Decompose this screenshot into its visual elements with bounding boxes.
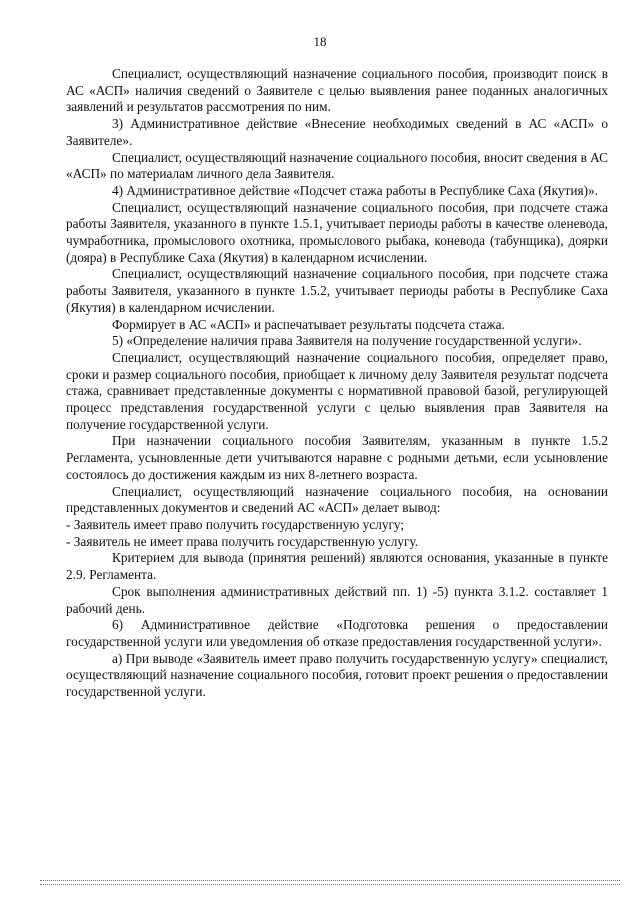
paragraph: Специалист, осуществляющий назначение социального пособия, производит поиск в АС «АСП» наличия сведений о Заявителе с целью выявления ранее поданных аналогичных заявлений и результатов рассмотрения по ним. [66, 66, 608, 115]
paragraph: Специалист, осуществляющий назначение социального пособия, при подсчете стажа работы Заявителя, указанного в пункте 1.5.1, учитывает периоды работы в качестве оленевода, чумработника, промыслового охотника, промыслового рыбака, коневода (табунщика), доярки (дояра) в Республике Саха (Якутия) в календарном исчислении. [66, 199, 608, 265]
paragraph: Срок выполнения административных действий пп. 1) -5) пункта 3.1.2. составляет 1 рабочий день. [66, 583, 608, 616]
paragraph: 5) «Определение наличия права Заявителя на получение государственной услуги». [112, 333, 582, 349]
paragraph: а) При выводе «Заявитель имеет право получить государственную услугу» специалист, осуществляющий назначение социального пособия, готовит проект решения о предоставлении государственной услуги. [66, 650, 608, 700]
paragraph: Специалист, осуществляющий назначение социального пособия, на основании представленных документов и сведений АС «АСП» делает вывод: [66, 483, 608, 516]
bottom-divider [40, 880, 620, 881]
page-number: 18 [313, 34, 327, 49]
paragraph: Формирует в АС «АСП» и распечатывает результаты подсчета стажа. [112, 316, 505, 332]
document-body [66, 66, 608, 701]
paragraph: 6) Административное действие «Подготовка решения о предоставлении государственной услуги или уведомления об отказе предоставления государственной услуги». [66, 617, 608, 649]
paragraph: При назначении социального пособия Заявителям, указанным в пункте 1.5.2 Регламента, усыновленные дети учитываются наравне с родными детьми, если усыновление состоялось до достижения каждым из них 8-летнего возраста. [66, 433, 608, 482]
paragraph: 3) Административное действие «Внесение необходимых сведений в АС «АСП» о Заявителе». [66, 116, 608, 148]
paragraph: Специалист, осуществляющий назначение социального пособия, при подсчете стажа работы Заявителя, указанного в пункте 1.5.2, учитывает периоды работы в Республике Саха (Якутия) в календарном исчислении. [66, 266, 608, 315]
paragraph: Критерием для вывода (принятия решений) являются основания, указанные в пункте 2.9. Регламента. [66, 550, 608, 583]
paragraph: Специалист, осуществляющий назначение социального пособия, определяет право, сроки и размер социального пособия, приобщает к личному делу Заявителя результат подсчета стажа, сравнивает представленные документы с нормативной правовой базой, регулирующей процесс представления государственной услуги с целью выявления прав Заявителя на получение государственной услуги. [66, 349, 608, 432]
list-item: - Заявитель имеет право получить государственную услугу; [66, 516, 405, 532]
bottom-divider [40, 884, 620, 885]
paragraph: 4) Административное действие «Подсчет стажа работы в Республике Саха (Якутия)». [112, 182, 598, 198]
list-item: - Заявитель не имеет права получить государственную услугу. [66, 533, 419, 549]
paragraph: Специалист, осуществляющий назначение социального пособия, вносит сведения в АС «АСП» по материалам личного дела Заявителя. [66, 149, 608, 182]
